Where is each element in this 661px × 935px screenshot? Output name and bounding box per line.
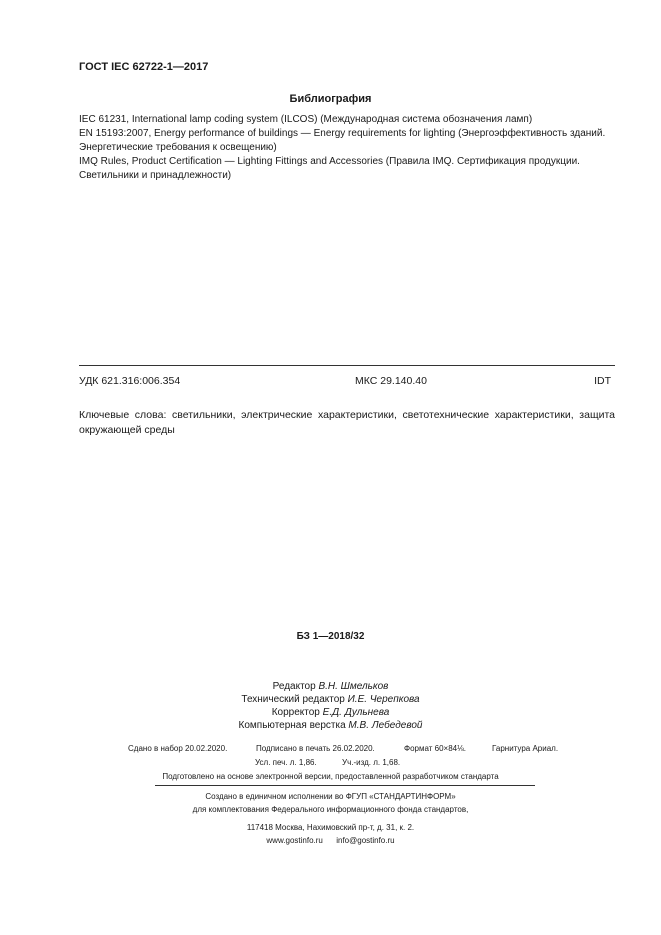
editors-block <box>0 680 661 732</box>
editor-line: Технический редактор И.Е. Черепкова <box>241 694 420 705</box>
typeface: Гарнитура Ариал. <box>492 744 559 753</box>
publisher-contacts <box>0 834 661 847</box>
bibliography-entry: IMQ Rules, Product Certification — Lighting Fittings and Accessories (Правила IMQ. Сертификация продукции. Светильники и принадлежности) <box>79 156 580 181</box>
classification-codes <box>79 375 611 387</box>
signed-date: Подписано в печать 26.02.2020. <box>256 744 375 753</box>
udk-code: УДК 621.316:006.354 <box>79 375 181 387</box>
prepared-note: Подготовлено на основе электронной версии, предоставленной разработчиком стандарта <box>162 772 499 781</box>
bibliography-entry: IEC 61231, International lamp coding system (ILCOS) (Международная система обозначения ламп) <box>79 114 533 125</box>
publisher-line: для комплектования Федерального информационного фонда стандартов, <box>192 805 469 814</box>
editor-line: Компьютерная верстка М.В. Лебедевой <box>238 720 423 731</box>
publisher-line: Создано в единичном исполнении во ФГУП «СТАНДАРТИНФОРМ» <box>205 792 456 801</box>
sent-date: Сдано в набор 20.02.2020. <box>128 744 228 753</box>
mks-code: МКС 29.140.40 <box>355 375 427 387</box>
publisher-info <box>0 790 661 847</box>
divider <box>155 785 535 786</box>
publisher-address: 117418 Москва, Нахимовский пр-т, д. 31, к. 2. <box>246 823 415 832</box>
email-link[interactable]: info@gostinfo.ru <box>336 836 395 845</box>
divider <box>79 365 615 366</box>
format: Формат 60×84⅛. <box>404 744 467 753</box>
bibliography-title: Библиография <box>289 93 372 105</box>
website-link[interactable]: www.gostinfo.ru <box>266 836 323 845</box>
bibliography-list <box>79 113 616 183</box>
bz-number: БЗ 1—2018/32 <box>296 631 365 642</box>
keywords: Ключевые слова: светильники, электрические характеристики, светотехнические характеристики, защита окружающей среды <box>79 409 615 436</box>
idt-code: IDT <box>594 375 611 387</box>
editor-line: Редактор В.Н. Шмельков <box>272 681 389 692</box>
bibliography-entry: EN 15193:2007, Energy performance of buildings — Energy requirements for lighting (Энергоэффективность зданий. Энергетические требования к освещению) <box>79 128 606 153</box>
standard-header: ГОСТ IEC 62722-1—2017 <box>79 61 209 73</box>
print-sheets: Усл. печ. л. 1,86. <box>255 758 317 767</box>
editor-line: Корректор Е.Д. Дульнева <box>271 707 390 718</box>
pub-sheets: Уч.-изд. л. 1,68. <box>342 758 401 767</box>
